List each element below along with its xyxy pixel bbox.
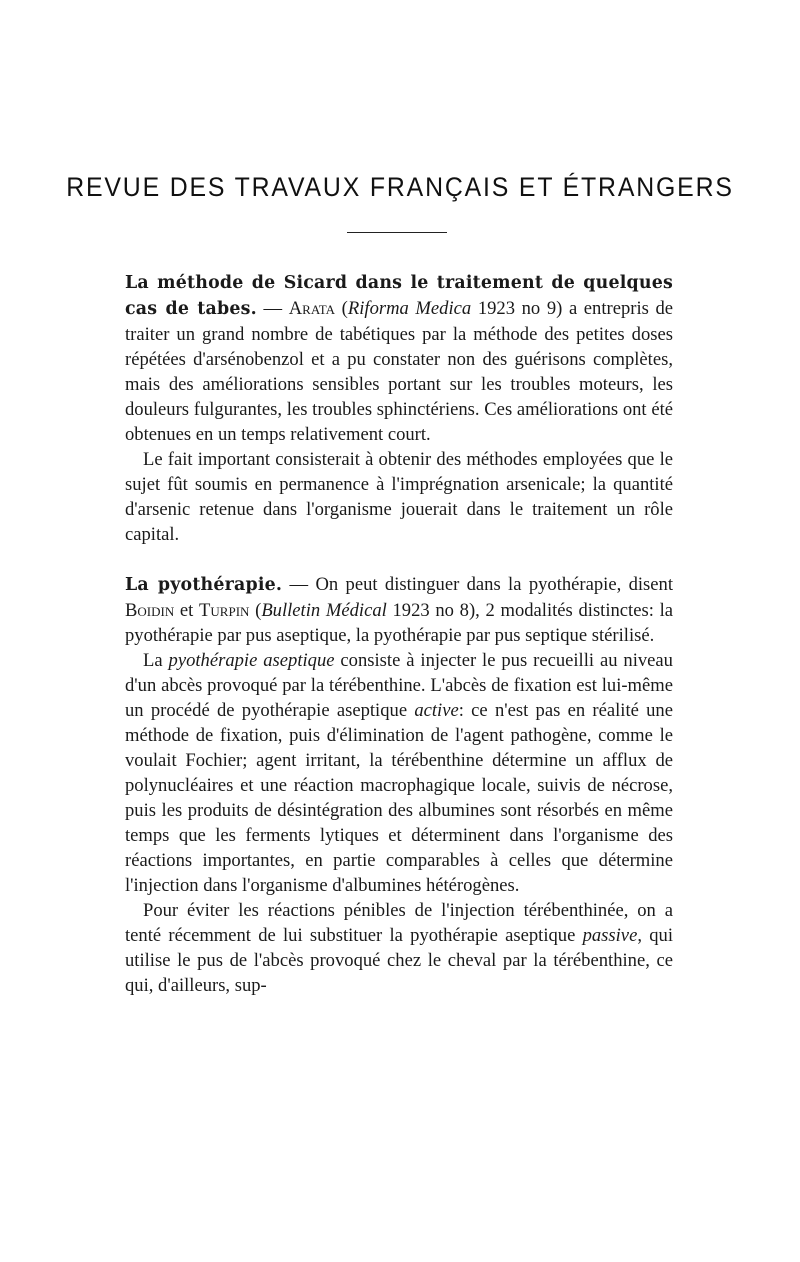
section-header: REVUE DES TRAVAUX FRANÇAIS ET ÉTRANGERS — [66, 172, 734, 202]
section-gap — [125, 547, 673, 572]
article1-journal: Riforma Medica — [347, 298, 472, 319]
article2-journal: Bulletin Médical — [261, 600, 387, 621]
article2-title: La pyothérapie. — [125, 575, 283, 595]
header-rule — [347, 232, 447, 233]
article2-author1: Boidin — [125, 600, 175, 621]
article1-text: a entrepris de traiter un grand nombre de tabétiques par la méthode des petites doses répétées d'arsénobenzol et a pu constater non des guérisons complètes, mais des améliorations sensibles portant sur les troubles moteurs, les douleurs fulgurantes, les troubles sphinctériens. Ces améliorations ont été obtenues en un temps relativement court. — [125, 298, 674, 445]
term-passive: passive — [582, 925, 638, 946]
article1-author: Arata — [288, 298, 336, 319]
article2-paragraph1: La pyothérapie. — On peut distinguer dans la pyothérapie, disent Boidin et Turpin (Bulletin Médical 1923 no 8), 2 modalités distinctes: la pyothérapie par pus aseptique, la pyothérapie par pus septique stérilisé. — [125, 574, 673, 646]
article-body — [125, 270, 673, 998]
term-pyotherapie-aseptique: pyothérapie aseptique — [168, 650, 335, 671]
article1-title: La méthode de Sicard dans le traitement de quelques cas de tabes. — [125, 273, 673, 319]
article1-paragraph1: La méthode de Sicard dans le traitement de quelques cas de tabes. — Arata (Riforma Medica 1923 no 9) a entrepris de traiter un grand nombre de tabétiques par la méthode des petites doses répétées d'arsénobenzol et a pu constater non des guérisons complètes, mais des améliorations sensibles portant sur les troubles moteurs, les douleurs fulgurantes, les troubles sphinctériens. Ces améliorations ont été obtenues en un temps relativement court. — [125, 273, 674, 445]
article2-author2: Turpin — [199, 600, 250, 621]
article2-paragraph2: La pyothérapie aseptique consiste à injecter le pus recueilli au niveau d'un abcès provoqué par la térébenthine. L'abcès de fixation est lui-même un procédé de pyothérapie aseptique active: ce n'est pas en réalité une méthode de fixation, puis d'élimination de l'agent pathogène, comme le voulait Fochier; agent irritant, la térébenthine détermine un afflux de polynucléaires et une réaction macrophagique locale, suivis de nécrose, puis les produits de désintégration des albumines sont résorbés en même temps que les ferments lytiques et déterminent dans l'organisme des réactions importantes, en partie comparables à celles que détermine l'injection dans l'organisme d'albumines hétérogènes. — [125, 650, 673, 896]
term-active: active — [414, 700, 459, 721]
article1-paragraph2: Le fait important consisterait à obtenir des méthodes employées que le sujet fût soumis en permanence à l'imprégnation arsenicale; la quantité d'arsenic retenue dans l'organisme jouerait dans le traitement un rôle capital. — [125, 449, 673, 545]
article2-paragraph3: Pour éviter les réactions pénibles de l'injection térébenthinée, on a tenté récemment de lui substituer la pyothérapie aseptique passive, qui utilise le pus de l'abcès provoqué chez le cheval par la térébenthine, ce qui, d'ailleurs, sup- — [125, 900, 673, 996]
